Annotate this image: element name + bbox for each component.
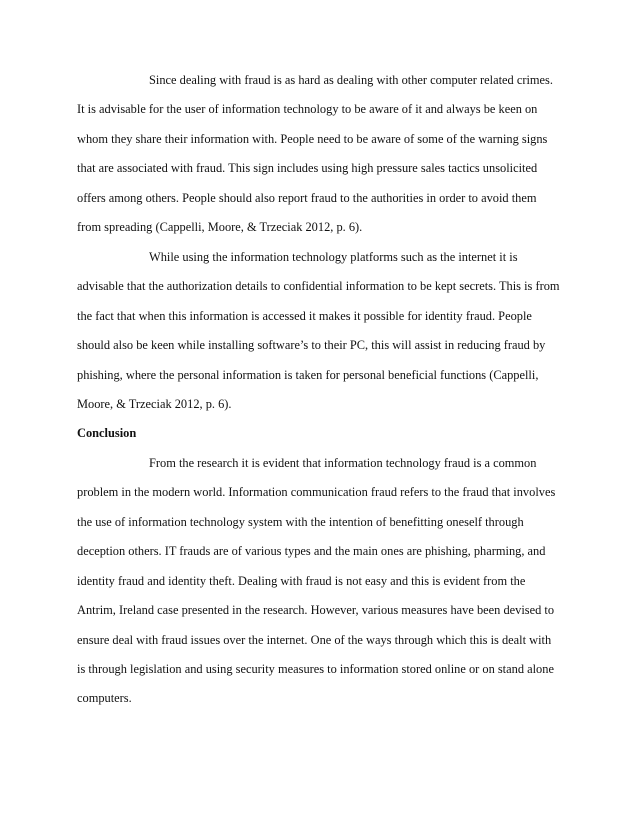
conclusion-line-6: Antrim, Ireland case presented in the research. However, various measures have been devised to xyxy=(77,603,555,617)
conclusion-line-4: deception others. IT frauds are of various types and the main ones are phishing, pharming, and xyxy=(77,544,546,558)
conclusion-line-5: identity fraud and identity theft. Dealing with fraud is not easy and this is evident from the xyxy=(77,574,526,588)
paragraph-1-line-5: offers among others. People should also report fraud to the authorities in order to avoid them xyxy=(77,191,537,205)
paragraph-2-line-5: phishing, where the personal information is taken for personal beneficial functions (Cappelli, xyxy=(77,368,539,382)
conclusion-line-2: problem in the modern world. Information communication fraud refers to the fraud that involves xyxy=(77,485,556,499)
conclusion-line-8: is through legislation and using security measures to information stored online or on stand alone xyxy=(77,662,554,676)
conclusion-heading: Conclusion xyxy=(77,426,137,440)
paragraph-2-line-2: advisable that the authorization details to confidential information to be kept secrets. This is from xyxy=(77,279,560,293)
paragraph-1-line-1: Since dealing with fraud is as hard as dealing with other computer related crimes. xyxy=(149,73,553,87)
conclusion-line-3: the use of information technology system with the intention of benefitting oneself through xyxy=(77,515,524,529)
conclusion-line-1: From the research it is evident that information technology fraud is a common xyxy=(149,456,537,470)
paragraph-2-line-4: should also be keen while installing software’s to their PC, this will assist in reducing fraud by xyxy=(77,338,546,352)
paragraph-1-line-6: from spreading (Cappelli, Moore, & Trzeciak 2012, p. 6). xyxy=(77,220,363,234)
paragraph-1-line-4: that are associated with fraud. This sign includes using high pressure sales tactics unsolicited xyxy=(77,161,538,175)
paragraph-1-line-2: It is advisable for the user of information technology to be aware of it and always be keen on xyxy=(77,102,538,116)
conclusion-line-9: computers. xyxy=(77,691,132,705)
paragraph-2-line-3: the fact that when this information is accessed it makes it possible for identity fraud. People xyxy=(77,309,532,323)
paragraph-1-line-3: whom they share their information with. People need to be aware of some of the warning signs xyxy=(77,132,548,146)
paragraph-2-line-1: While using the information technology platforms such as the internet it is xyxy=(149,250,518,264)
paragraph-2-line-6: Moore, & Trzeciak 2012, p. 6). xyxy=(77,397,232,411)
conclusion-line-7: ensure deal with fraud issues over the internet. One of the ways through which this is dealt with xyxy=(77,633,552,647)
